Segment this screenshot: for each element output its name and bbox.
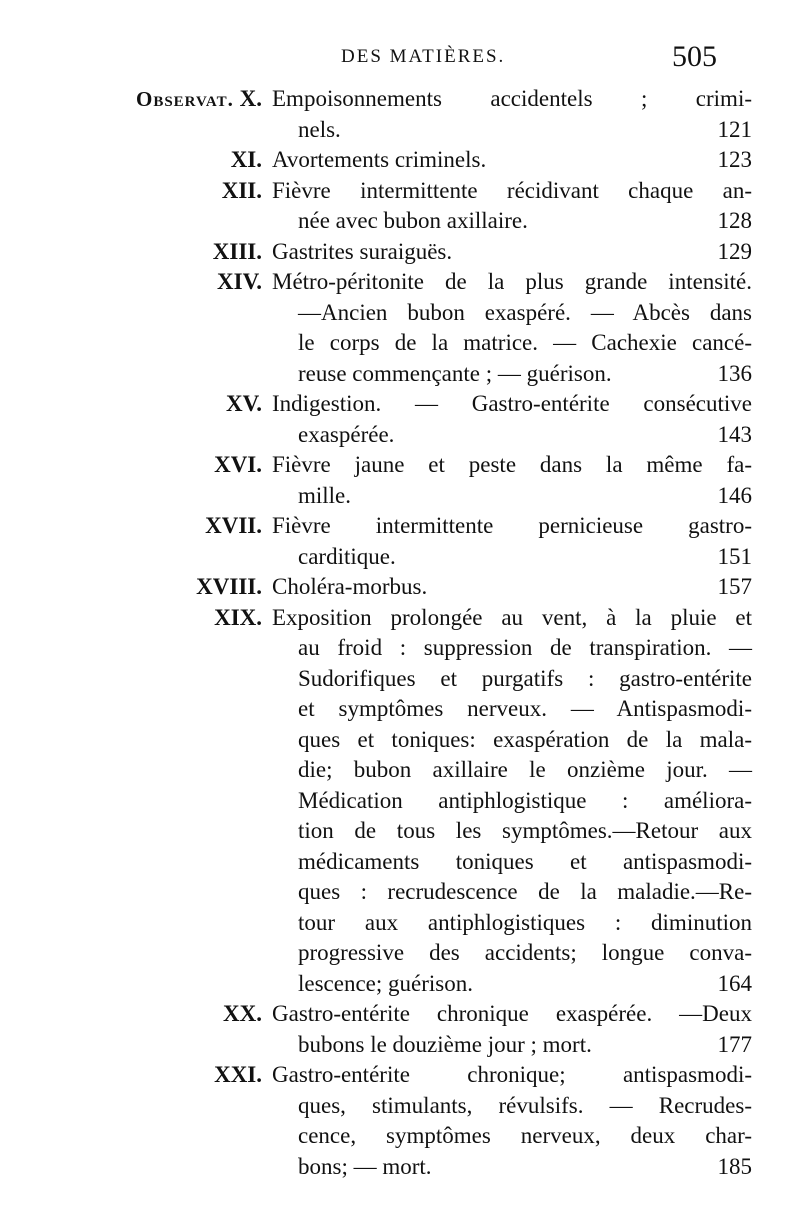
entry-line [272,237,752,268]
entry-description [272,145,752,176]
toc-entry [0,999,800,1060]
entry-page-number: 129 [717,238,752,264]
entry-line-text: die; bubon axillaire le onzième jour. — [298,757,752,782]
observation-numeral: XVII. [205,513,262,538]
entry-line-text: Métro-péritonite de la plus grande intensité. [272,269,752,294]
page-number: 505 [672,40,717,73]
entry-line-text: Fièvre jaune et peste dans la même fa- [272,452,752,477]
entry-line-text: Exposition prolongée au vent, à la pluie et [272,604,752,630]
entry-line-text: ques et toniques: exaspération de la mala- [298,726,752,752]
entry-line [272,1091,752,1122]
toc-entry [0,145,800,176]
toc-entry [0,450,800,511]
entry-line [272,969,752,1000]
entry-page-number: 143 [717,421,752,447]
observation-numeral: XIII. [212,238,262,264]
toc-entry [0,84,800,145]
entry-page-number: 157 [717,574,752,599]
entry-line [272,267,752,298]
entry-line-text: née avec bubon axillaire. [298,208,528,233]
entry-line [272,694,752,725]
observation-numeral: XVI. [214,452,262,477]
observation-label [0,145,262,175]
entry-line [272,999,752,1030]
entry-line-text: Avortements criminels. [272,147,487,172]
entry-line-text: Gastro-entérite chronique exaspérée. —Deux [272,1001,752,1026]
entry-line-text: cence, symptômes nerveux, deux char- [298,1123,752,1148]
entry-description [272,389,752,450]
entry-line-text: reuse commençante ; — guérison. [298,360,612,386]
entry-line [272,511,752,542]
entry-page-number: 136 [717,360,752,386]
entry-line [272,786,752,817]
entry-description [272,511,752,572]
entry-line-text: progressive des accidents; longue conva- [298,940,752,965]
entry-line [272,145,752,176]
entry-line-text: lescence; guérison. [298,970,473,996]
entry-line [272,1030,752,1061]
entry-line [272,359,752,390]
entry-description [272,237,752,268]
entry-line [272,1060,752,1091]
entry-page-number: 128 [717,208,752,233]
toc-entry [0,389,800,450]
entry-description [272,176,752,237]
entry-line [272,572,752,603]
entry-description [272,603,752,1000]
table-of-contents [0,84,800,1182]
observation-numeral: XV. [225,391,262,416]
entry-description [272,999,752,1060]
entry-line-text: Choléra-morbus. [272,574,428,599]
observation-label [0,1060,262,1090]
entry-line [272,816,752,847]
toc-entry [0,1060,800,1182]
entry-line-text: Fièvre intermittente pernicieuse gastro- [272,513,752,538]
entry-line-text: Indigestion. — Gastro-entérite consécutive [272,391,752,416]
entry-line-text: Gastro-entérite chronique; antispasmodi- [272,1062,752,1087]
observation-label [0,389,262,419]
observation-label [0,450,262,480]
observation-prefix: Observat. [136,87,234,111]
entry-line [272,633,752,664]
entry-line-text: ques : recrudescence de la maladie.—Re- [298,879,752,904]
entry-description [272,267,752,389]
toc-entry [0,511,800,572]
entry-line-text: Sudorifiques et purgatifs : gastro-entérite [298,665,752,691]
entry-line-text: —Ancien bubon exaspéré. — Abcès dans [298,299,752,325]
entry-description [272,1060,752,1182]
page-header [0,40,800,80]
entry-line [272,755,752,786]
entry-line [272,542,752,573]
entry-line-text: et symptômes nerveux. — Antispasmodi- [298,696,752,721]
entry-line [272,664,752,695]
observation-numeral: XX. [223,1001,262,1026]
running-title: DES MATIÈRES. [341,46,506,67]
observation-label [0,237,262,267]
observation-numeral: XXI. [214,1062,262,1087]
entry-line [272,450,752,481]
entry-line [272,908,752,939]
entry-line-text: ques, stimulants, révulsifs. — Recrudes- [298,1092,752,1118]
entry-line [272,603,752,634]
entry-description [272,84,752,145]
entry-line-text: carditique. [298,543,396,569]
entry-line [272,206,752,237]
entry-line [272,115,752,146]
entry-line [272,328,752,359]
entry-description [272,572,752,603]
entry-line [272,847,752,878]
observation-numeral: XIV. [217,269,262,294]
observation-label [0,572,262,602]
entry-page-number: 177 [717,1031,752,1057]
entry-line [272,877,752,908]
observation-label [0,511,262,541]
observation-numeral: X. [239,86,262,111]
observation-numeral: XIX. [214,604,262,630]
entry-page-number: 121 [717,116,752,142]
entry-line [272,1121,752,1152]
entry-line-text: Médication antiphlogistique : améliora- [298,787,752,813]
entry-line-text: Gastrites suraiguës. [272,238,453,264]
entry-line-text: exaspérée. [298,421,395,447]
observation-label [0,84,262,114]
entry-line-text: au froid : suppression de transpiration. — [298,635,752,660]
entry-page-number: 123 [717,147,752,172]
observation-numeral: XII. [221,177,262,203]
observation-numeral: XVIII. [196,574,262,599]
entry-line-text: nels. [298,116,341,142]
entry-line [272,938,752,969]
entry-line-text: médicaments toniques et antispasmodi- [298,848,752,874]
entry-page-number: 164 [717,970,752,996]
toc-entry [0,267,800,389]
entry-line [272,481,752,512]
entry-line-text: bubons le douzième jour ; mort. [298,1031,592,1057]
entry-line-text: le corps de la matrice. — Cachexie cancé- [298,330,752,355]
entry-page-number: 185 [717,1153,752,1179]
observation-label [0,176,262,206]
entry-line [272,1152,752,1183]
entry-description [272,450,752,511]
entry-line-text: Fièvre intermittente récidivant chaque an- [272,177,752,203]
toc-entry [0,572,800,603]
entry-line [272,298,752,329]
toc-entry [0,237,800,268]
toc-entry [0,176,800,237]
entry-line-text: mille. [298,482,352,508]
entry-line-text: Empoisonnements accidentels ; crimi- [272,86,752,111]
entry-line [272,725,752,756]
toc-entry [0,603,800,1000]
entry-line [272,420,752,451]
entry-line [272,389,752,420]
entry-line [272,84,752,115]
observation-numeral: XI. [230,147,262,172]
entry-line-text: tour aux antiphlogistiques : diminution [298,909,752,935]
entry-line [272,176,752,207]
entry-line-text: bons; — mort. [298,1153,432,1179]
entry-page-number: 151 [717,543,752,569]
observation-label [0,267,262,297]
observation-label [0,999,262,1029]
observation-label [0,603,262,633]
entry-line-text: tion de tous les symptômes.—Retour aux [298,818,752,843]
entry-page-number: 146 [717,482,752,508]
